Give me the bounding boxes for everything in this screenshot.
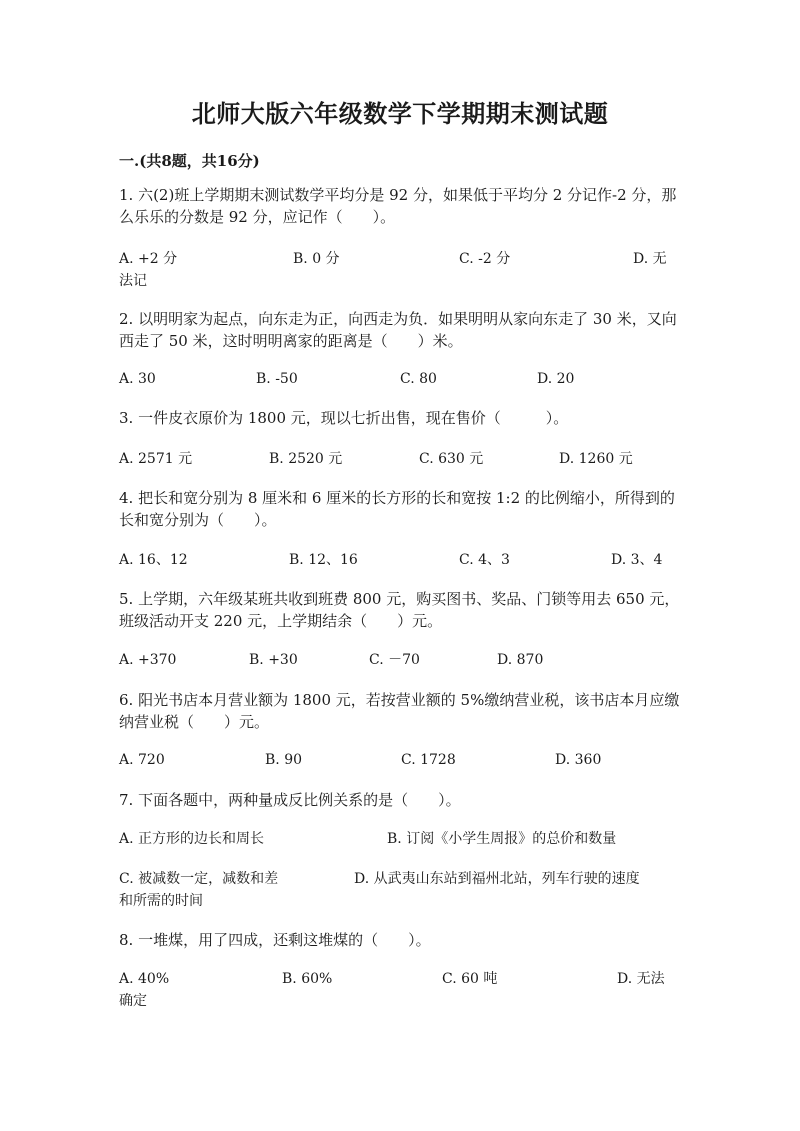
question-4-option-c: C. 4、3 <box>459 552 510 568</box>
question-2-options <box>119 368 684 390</box>
question-1-option-c: C. -2 分 <box>459 251 511 267</box>
question-5-stem: 5. 上学期，六年级某班共收到班费 800 元，购买图书、奖品、门锁等用去 650 元，班级活动开支 220 元，上学期结余（ ）元。 <box>119 590 680 630</box>
question-2-option-c: C. 80 <box>400 371 437 387</box>
question-3-option-c: C. 630 元 <box>419 451 484 467</box>
section-heading: 一.(共8题，共16分) <box>119 152 260 170</box>
question-8-options <box>119 968 684 1009</box>
question-5-option-d: D. 870 <box>497 652 544 668</box>
question-7-options-row-1 <box>119 828 684 850</box>
question-6-option-b: B. 90 <box>265 752 303 768</box>
question-7-option-c: C. 被减数一定，减数和差 <box>119 871 279 887</box>
question-8-option-d-continued: 确定 <box>119 993 147 1009</box>
question-8-option-b: B. 60% <box>282 971 333 987</box>
question-6-stem: 6. 阳光书店本月营业额为 1800 元，若按营业额的 5%缴纳营业税，该书店本月应缴纳营业税（ ）元。 <box>119 691 680 731</box>
question-5-options <box>119 649 684 671</box>
question-8-option-c: C. 60 吨 <box>442 971 498 987</box>
question-6-option-c: C. 1728 <box>401 752 456 768</box>
question-2-option-d: D. 20 <box>537 371 575 387</box>
question-7-stem: 7. 下面各题中，两种量成反比例关系的是（ ）。 <box>119 791 461 809</box>
question-1-option-b: B. 0 分 <box>293 251 340 267</box>
question-3-options <box>119 448 684 470</box>
question-4-options <box>119 549 684 571</box>
question-3-option-b: B. 2520 元 <box>269 451 343 467</box>
question-7-option-b: B. 订阅《小学生周报》的总价和数量 <box>387 831 617 847</box>
question-5-option-b: B. +30 <box>249 652 298 668</box>
question-8-stem: 8. 一堆煤，用了四成，还剩这堆煤的（ ）。 <box>119 931 431 949</box>
question-8-option-d: D. 无法 <box>617 971 665 987</box>
question-3-option-d: D. 1260 元 <box>559 451 633 467</box>
question-7-option-d-continued: 和所需的时间 <box>119 893 203 909</box>
question-5-option-c: C. －70 <box>369 652 420 668</box>
question-2-option-a: A. 30 <box>119 371 156 387</box>
question-8-option-a: A. 40% <box>119 971 170 987</box>
exam-title: 北师大版六年级数学下学期期末测试题 <box>191 99 609 128</box>
question-3-stem: 3. 一件皮衣原价为 1800 元，现以七折出售，现在售价（ ）。 <box>119 409 569 427</box>
question-4-stem: 4. 把长和宽分别为 8 厘米和 6 厘米的长方形的长和宽按 1:2 的比例缩小，所得到的长和宽分别为（ ）。 <box>119 489 675 529</box>
question-7-options-row-2 <box>119 868 684 909</box>
question-2-stem: 2. 以明明家为起点，向东走为正，向西走为负．如果明明从家向东走了 30 米，又向西走了 50 米，这时明明离家的距离是（ ）米。 <box>119 310 677 350</box>
question-1-stem: 1. 六(2)班上学期期末测试数学平均分是 92 分，如果低于平均分 2 分记作-2 分，那么乐乐的分数是 92 分，应记作（ ）。 <box>119 186 677 226</box>
question-6-option-d: D. 360 <box>555 752 602 768</box>
question-6-option-a: A. 720 <box>119 752 165 768</box>
question-1-options <box>119 248 684 289</box>
question-7-option-a: A. 正方形的边长和周长 <box>119 831 265 847</box>
question-5-option-a: A. +370 <box>119 652 177 668</box>
question-3-option-a: A. 2571 元 <box>119 451 193 467</box>
question-1-option-d-continued: 法记 <box>119 273 147 289</box>
question-1-option-a: A. +2 分 <box>119 251 178 267</box>
question-7-option-d: D. 从武夷山东站到福州北站，列车行驶的速度 <box>354 871 640 887</box>
question-6-options <box>119 749 684 771</box>
question-4-option-b: B. 12、16 <box>289 552 358 568</box>
question-4-option-d: D. 3、4 <box>611 552 663 568</box>
question-1-option-d: D. 无 <box>633 251 667 267</box>
question-4-option-a: A. 16、12 <box>119 552 188 568</box>
question-2-option-b: B. -50 <box>256 371 298 387</box>
